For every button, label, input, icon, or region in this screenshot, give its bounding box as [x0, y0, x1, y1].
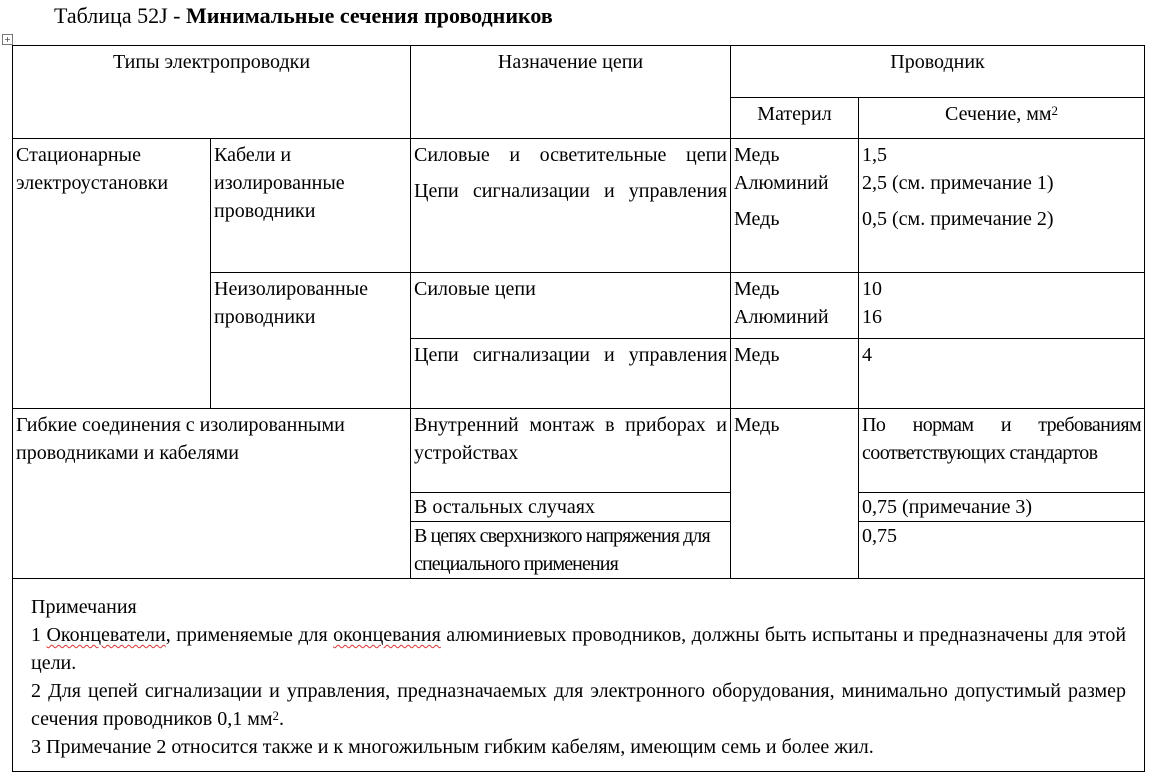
cell-purpose-internal: [411, 409, 731, 493]
cell-material-copper-5: Медь: [731, 409, 859, 579]
spellcheck-word-2[interactable]: оконцевания: [333, 624, 441, 646]
conductor-sections-table: [12, 45, 1145, 772]
cell-purpose-elv: В цепях сверхнизкого напряжения для специального применения: [411, 522, 731, 579]
cell-section-0-75: 0,75: [859, 522, 1145, 579]
material-copper-2: Медь: [734, 208, 780, 230]
cell-material-copper-4: Медь: [731, 339, 859, 409]
section-standards: По нормам и требованиям соответствующих стандартов: [862, 414, 1142, 464]
cell-material-uninsulated: [731, 273, 859, 339]
purpose-internal: Внутренний монтаж в приборах и устройствах: [414, 414, 728, 464]
material-aluminum-3: Алюминий: [734, 306, 829, 328]
cell-section-4: 4: [859, 339, 1145, 409]
material-copper-1: Медь: [734, 144, 780, 166]
notes-block: [13, 579, 1145, 772]
section-2-5: 2,5 (см. примечание 1): [862, 172, 1054, 194]
cell-uninsulated: Неизолированные проводники: [211, 273, 411, 409]
caption-prefix: Таблица 52J -: [54, 3, 186, 28]
caption-title: Минимальные сечения проводников: [185, 3, 553, 28]
cell-section-insulated: [859, 139, 1145, 273]
cell-section-uninsulated: [859, 273, 1145, 339]
cell-purpose-insulated: [411, 139, 731, 273]
cell-purpose-power: Силовые цепи: [411, 273, 731, 339]
purpose-signal-2: Цепи сигнализации и управления: [414, 344, 728, 366]
cell-cables-insulated: Кабели и изолированные проводники: [211, 139, 411, 273]
material-copper-3: Медь: [734, 278, 780, 300]
table-move-handle-icon[interactable]: +: [2, 34, 13, 45]
header-material: Материл: [731, 98, 859, 139]
note-1: 1 Оконцеватели, применяемые для оконцевания алюминиевых проводников, должны быть испытаны и предназначены для этой цели.: [31, 624, 1127, 674]
cell-purpose-signal-2: [411, 339, 731, 409]
material-aluminum-1: Алюминий: [734, 172, 829, 194]
cell-section-standards: [859, 409, 1145, 493]
cell-section-0-75-note: 0,75 (примечание 3): [859, 493, 1145, 522]
section-10: 10: [862, 278, 883, 300]
note-2: 2 Для цепей сигнализации и управления, предназначаемых для электронного оборудования, минимально допустимый размер сечения проводников 0,1 $мм^2$.: [31, 680, 1127, 730]
header-purpose: Назначение цепи: [411, 46, 731, 139]
header-conductor: Проводник: [731, 46, 1145, 98]
section-0-5: 0,5 (см. примечание 2): [862, 208, 1054, 230]
header-section-sup: 2: [1051, 103, 1059, 118]
cell-material-insulated: [731, 139, 859, 273]
section-1-5: 1,5: [862, 144, 888, 166]
note-3: 3 Примечание 2 относится также и к многожильным гибким кабелям, имеющим семь и более жил.: [31, 736, 874, 758]
purpose-signal-1: Цепи сигнализации и управления: [414, 180, 728, 202]
cell-flexible: Гибкие соединения с изолированными проводниками и кабелями: [13, 409, 411, 579]
notes-heading: Примечания: [31, 596, 137, 618]
table-caption: [54, 3, 553, 29]
cell-stationary: Стационарные электроустановки: [13, 139, 211, 409]
purpose-power-lighting: Силовые и осветительные цепи: [414, 144, 728, 166]
spellcheck-word-1[interactable]: Оконцеватели: [46, 624, 166, 646]
header-types: Типы электропроводки: [13, 46, 411, 139]
cell-purpose-other: В остальных случаях: [411, 493, 731, 522]
section-16: 16: [862, 306, 883, 328]
header-section: Сечение, $мм^2$: [859, 98, 1145, 139]
